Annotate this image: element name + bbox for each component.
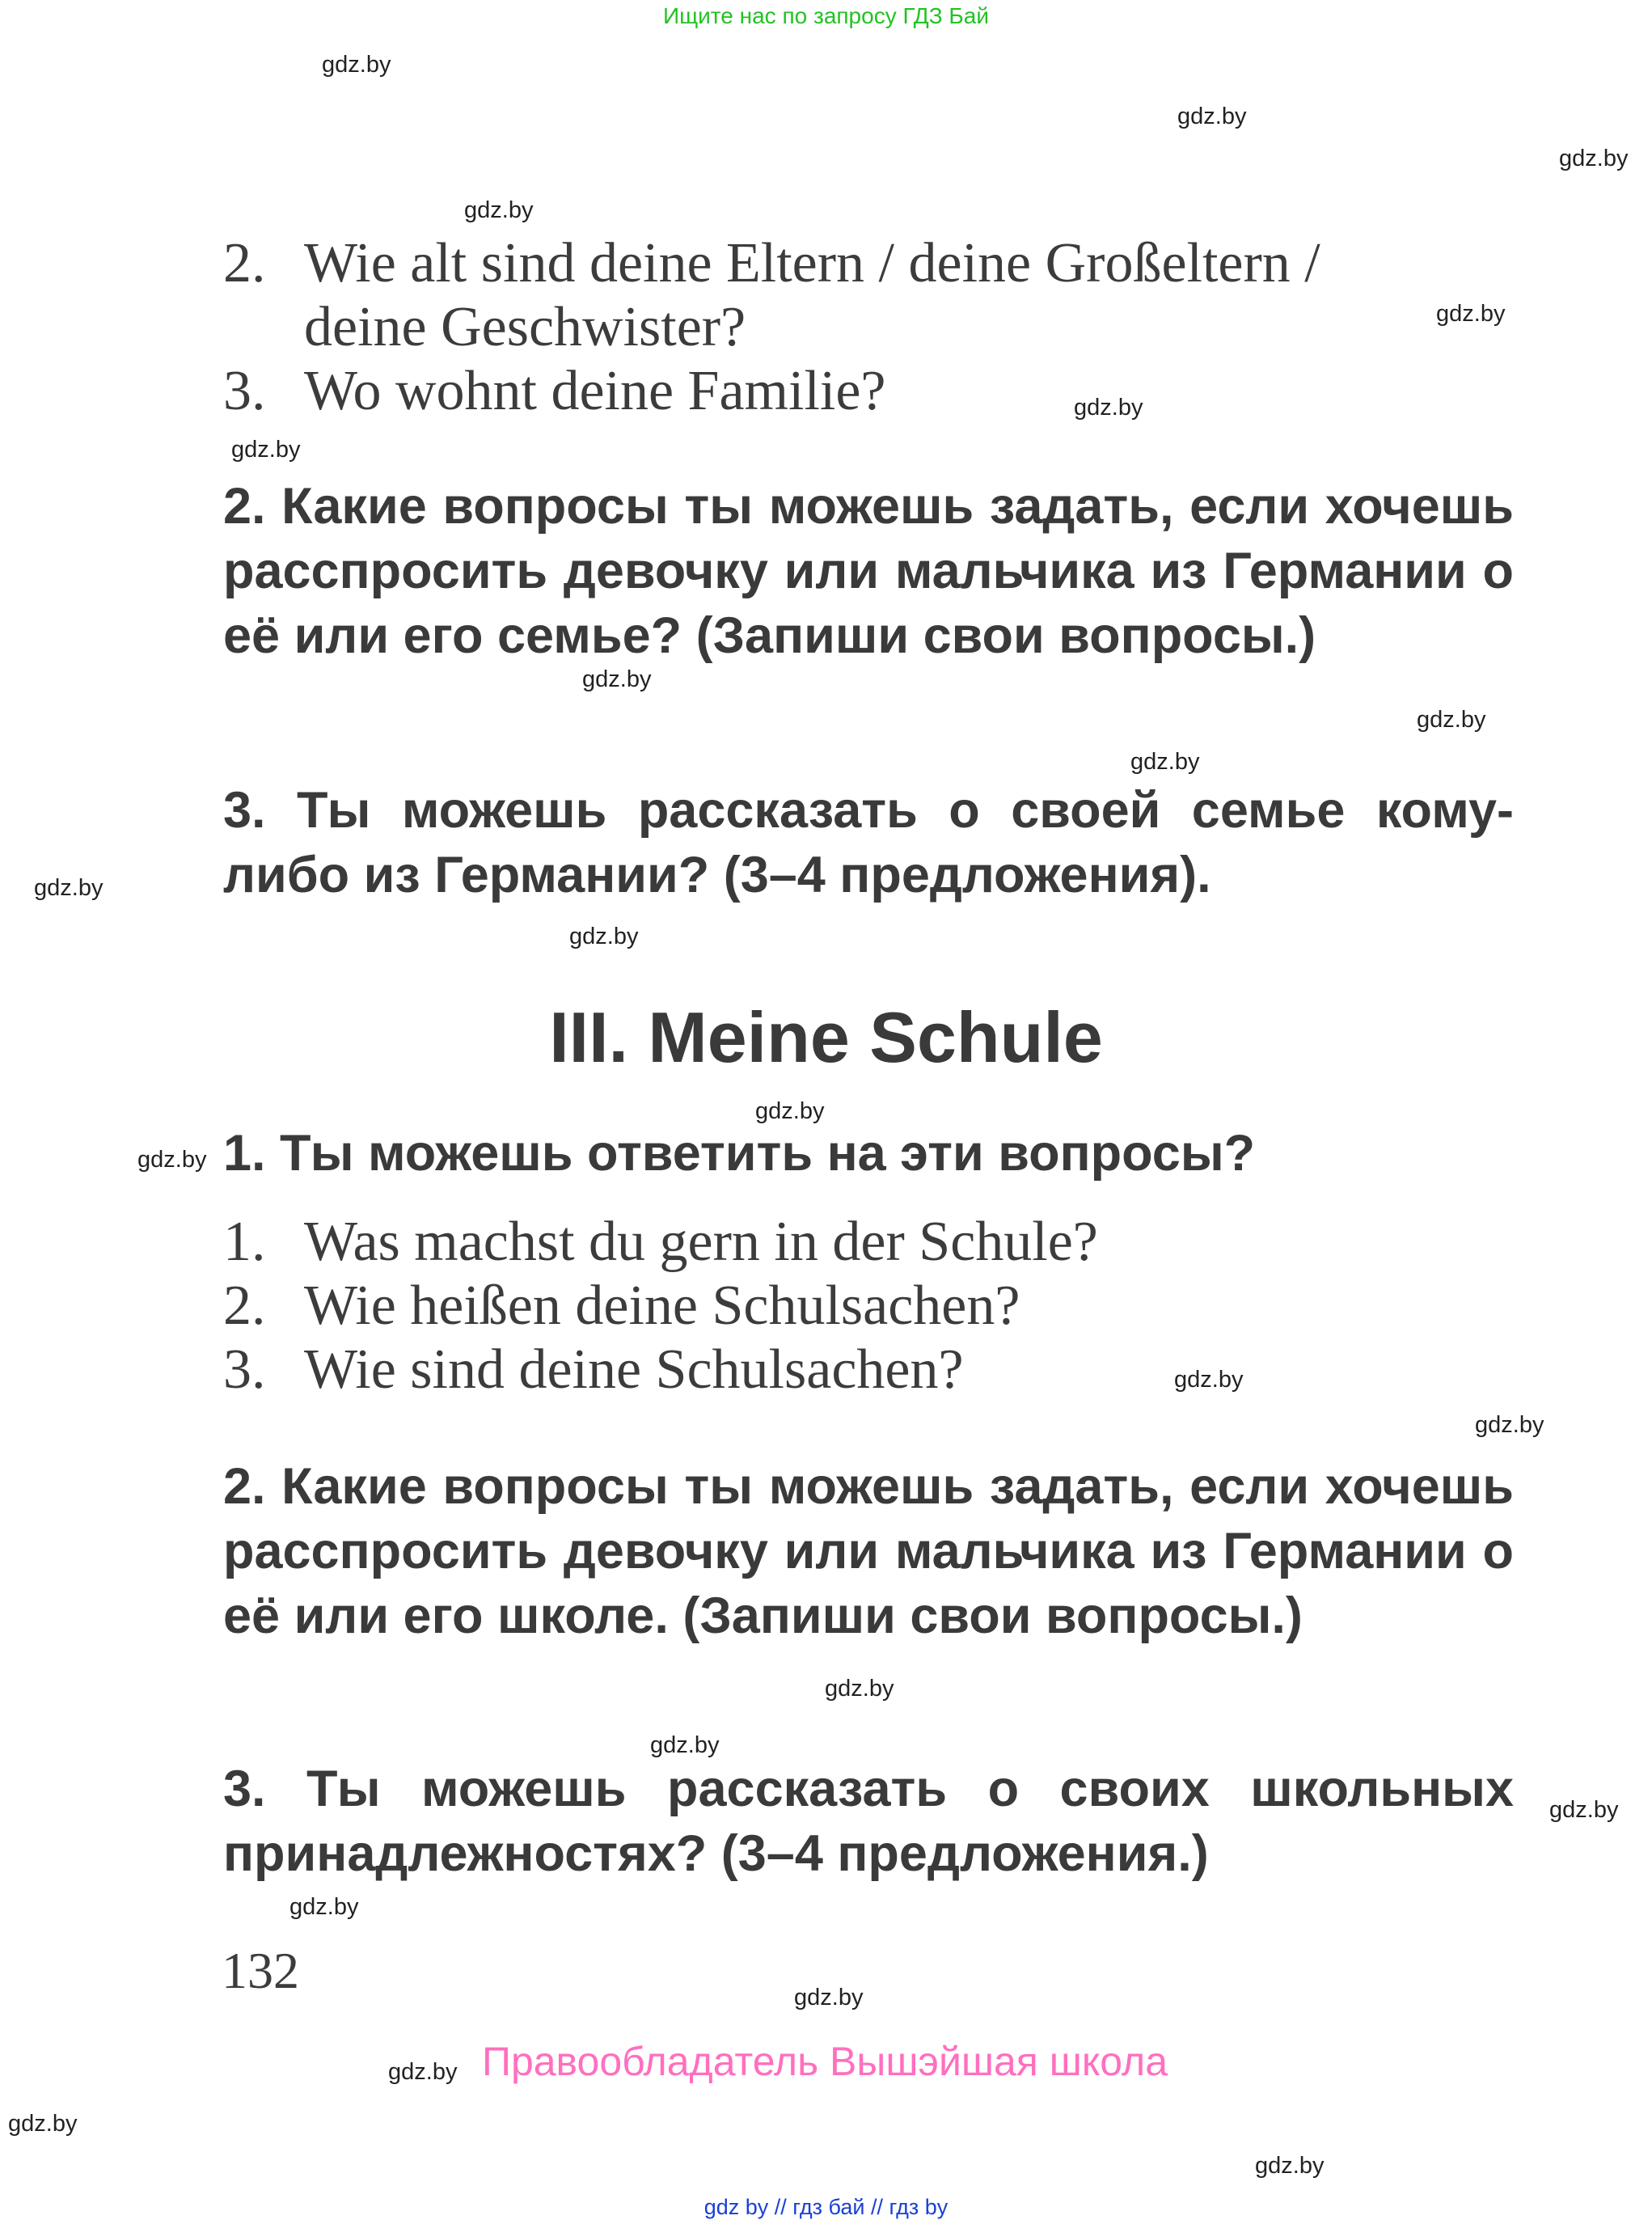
watermark: gdz.by: [582, 666, 652, 692]
watermark: gdz.by: [34, 875, 104, 901]
question-list-family: [223, 231, 1533, 423]
bottom-links[interactable]: gdz by // гдз бай // гдз by: [703, 2195, 949, 2219]
list-item: [223, 1338, 1533, 1402]
watermark: gdz.by: [322, 52, 391, 78]
item-number: 2.: [223, 232, 266, 294]
item-number: 1.: [223, 1211, 266, 1273]
watermark: gdz.by: [1436, 301, 1506, 327]
watermark: gdz.by: [8, 2111, 78, 2137]
watermark: gdz.by: [137, 1147, 207, 1173]
watermark: gdz.by: [289, 1894, 359, 1920]
task-3-family-line1: 3. Ты можешь рассказать о своей семье кому-: [223, 782, 1514, 839]
list-item: [223, 1274, 1533, 1338]
item-text: [304, 231, 1533, 359]
task-2-school: 2. Какие вопросы ты можешь задать, если хочешь расспросить девочку или мальчика из Германии о её или его школе. (Запиши свои вопросы.): [223, 1458, 1514, 1644]
question-list-school: [223, 1210, 1533, 1402]
task-3-family: [223, 778, 1514, 907]
item-number: 2.: [223, 1275, 266, 1337]
watermark: gdz.by: [1074, 395, 1143, 421]
watermark: gdz.by: [464, 197, 534, 223]
item-text-line: deine Geschwister?: [304, 296, 746, 358]
task-1-school: 1. Ты можешь ответить на эти вопросы?: [223, 1125, 1256, 1182]
section-title: III. Meine Schule: [549, 997, 1103, 1077]
page-number: 132: [222, 1942, 299, 1999]
item-text-line: Wie alt sind deine Eltern / deine Großeltern /: [304, 232, 1320, 294]
watermark: gdz.by: [1177, 104, 1247, 129]
watermark: gdz.by: [1174, 1367, 1244, 1393]
item-text: Was machst du gern in der Schule?: [304, 1211, 1098, 1273]
item-text: Wie sind deine Schulsachen?: [304, 1338, 964, 1401]
task-3-family-line2: либо из Германии? (3–4 предложения).: [223, 847, 1211, 903]
item-number: 3.: [223, 1338, 266, 1401]
watermark: gdz.by: [825, 1676, 894, 1702]
task-3-school: 3. Ты можешь рассказать о своих школьных принадлежностях? (3–4 предложения.): [223, 1761, 1514, 1882]
watermark: gdz.by: [1559, 146, 1629, 171]
rights-holder: Правообладатель Вышэйшая школа: [482, 2039, 1168, 2084]
watermark: gdz.by: [1130, 749, 1200, 775]
list-item: [223, 231, 1533, 359]
item-text: Wie heißen deine Schulsachen?: [304, 1275, 1020, 1337]
top-banner[interactable]: Ищите нас по запросу ГДЗ Бай: [662, 3, 990, 28]
watermark: gdz.by: [231, 437, 301, 463]
item-text: Wo wohnt deine Familie?: [304, 360, 886, 422]
task-2-family: 2. Какие вопросы ты можешь задать, если хочешь расспросить девочку или мальчика из Германии о её или его семье? (Запиши свои вопросы.): [223, 478, 1514, 664]
watermark: gdz.by: [1255, 2153, 1325, 2179]
watermark: gdz.by: [1475, 1412, 1544, 1438]
watermark: gdz.by: [1417, 707, 1486, 733]
watermark: gdz.by: [388, 2059, 458, 2085]
list-item: [223, 1210, 1533, 1274]
watermark: gdz.by: [794, 1985, 864, 2010]
item-number: 3.: [223, 360, 266, 422]
watermark: gdz.by: [569, 924, 639, 949]
watermark: gdz.by: [650, 1732, 720, 1758]
watermark: gdz.by: [1549, 1797, 1619, 1823]
list-item: [223, 359, 1533, 423]
watermark: gdz.by: [755, 1098, 825, 1124]
